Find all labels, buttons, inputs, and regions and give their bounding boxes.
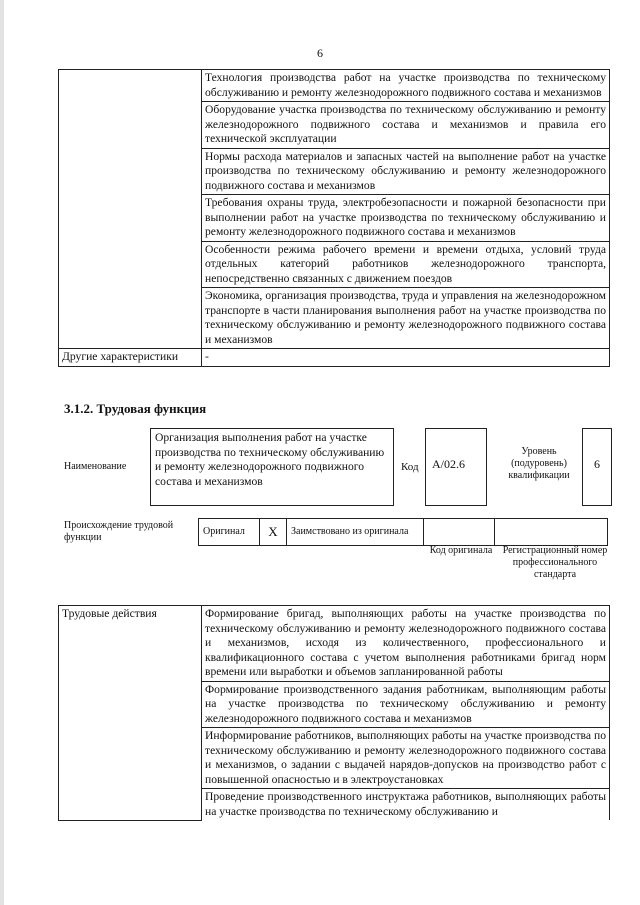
requirement-cell: Экономика, организация производства, труда и управления на железнодорожном транспорте в части планирования выполнения работ на участке производства по техническому обслуживанию и ремонту железнодорожного подвижного состава и механизмов: [202, 288, 610, 349]
table-row: [59, 606, 610, 682]
level-box: [582, 428, 612, 506]
borrowed-label: Заимствовано из оригинала: [287, 519, 424, 546]
function-code: А/02.6: [432, 457, 465, 471]
requirements-table: [58, 69, 610, 367]
origin-label: Происхождение трудовой функции: [64, 520, 174, 543]
name-box: [150, 428, 394, 506]
table-row: [59, 70, 610, 102]
actions-table: [58, 605, 610, 821]
requirement-cell: Оборудование участка производства по техническому обслуживанию и ремонту железнодорожного подвижного состава и механизмов и правила его технической эксплуатации: [202, 102, 610, 149]
empty-label-cell: [59, 70, 202, 349]
requirement-cell: Особенности режима рабочего времени и времени отдыха, условий труда отдельных категорий работников железнодорожного транспорта, непосредственно связанных с движением поездов: [202, 241, 610, 288]
section-title: 3.1.2. Трудовая функция: [64, 401, 207, 416]
name-label: Наименование: [64, 461, 127, 472]
action-cell: Проведение производственного инструктажа работников, выполняющих работы на участке производства по техническому обслуживанию и: [202, 789, 610, 821]
code-label: Код: [401, 461, 419, 473]
original-code-cell: [424, 519, 495, 546]
level-label: Уровень (подуровень) квалификации: [508, 446, 570, 481]
scan-edge: [0, 0, 4, 905]
original-label: Оригинал: [199, 519, 260, 546]
requirement-cell: Нормы расхода материалов и запасных частей на выполнение работ на участке производства по техническому обслуживанию и ремонту железнодорожного подвижного состава и механизмов: [202, 148, 610, 195]
action-cell: Формирование производственного задания работникам, выполняющим работы на участке производства по техническому обслуживанию и ремонту железнодорожного подвижного состава и механизмов: [202, 681, 610, 728]
table-row: [59, 349, 610, 367]
original-mark: X: [260, 519, 287, 546]
code-box: [425, 428, 487, 506]
other-characteristics-value: -: [202, 349, 610, 367]
original-code-caption: Код оригинала: [429, 545, 493, 556]
action-cell: Формирование бригад, выполняющих работы на участке производства по техническому обслуживанию и ремонту железнодорожного подвижного состава и механизмов, исходя из количественного, профессионального и квалификационного состава с учетом выполнения работниками бригад норм времени или выработки и объемов запланированной работы: [202, 606, 610, 682]
requirement-cell: Требования охраны труда, электробезопасности и пожарной безопасности при выполнении работ на участке производства по техническому обслуживанию и ремонту железнодорожного подвижного состава и механизмов: [202, 195, 610, 242]
actions-label: Трудовые действия: [59, 606, 202, 821]
origin-table: [198, 518, 608, 546]
requirement-cell: Технология производства работ на участке производства по техническому обслуживанию и ремонту железнодорожного подвижного состава и механизмов: [202, 70, 610, 102]
registration-caption: Регистрационный номер профессионального стандарта: [502, 545, 608, 580]
other-characteristics-label: Другие характеристики: [59, 349, 202, 367]
registration-number-cell: [495, 519, 608, 546]
table-row: [199, 519, 608, 546]
level-value: 6: [594, 457, 600, 471]
function-name: Организация выполнения работ на участке производства по техническому обслуживанию и ремонту железнодорожного подвижного состава и механизмов: [155, 431, 385, 488]
page-number: 6: [317, 46, 323, 60]
action-cell: Информирование работников, выполняющих работы на участке производства по техническому обслуживанию и ремонту железнодорожного подвижного состава и механизмов, о задании с выдачей нарядов-допусков на производство работ с повышенной опасностью и в электроустановках: [202, 728, 610, 789]
